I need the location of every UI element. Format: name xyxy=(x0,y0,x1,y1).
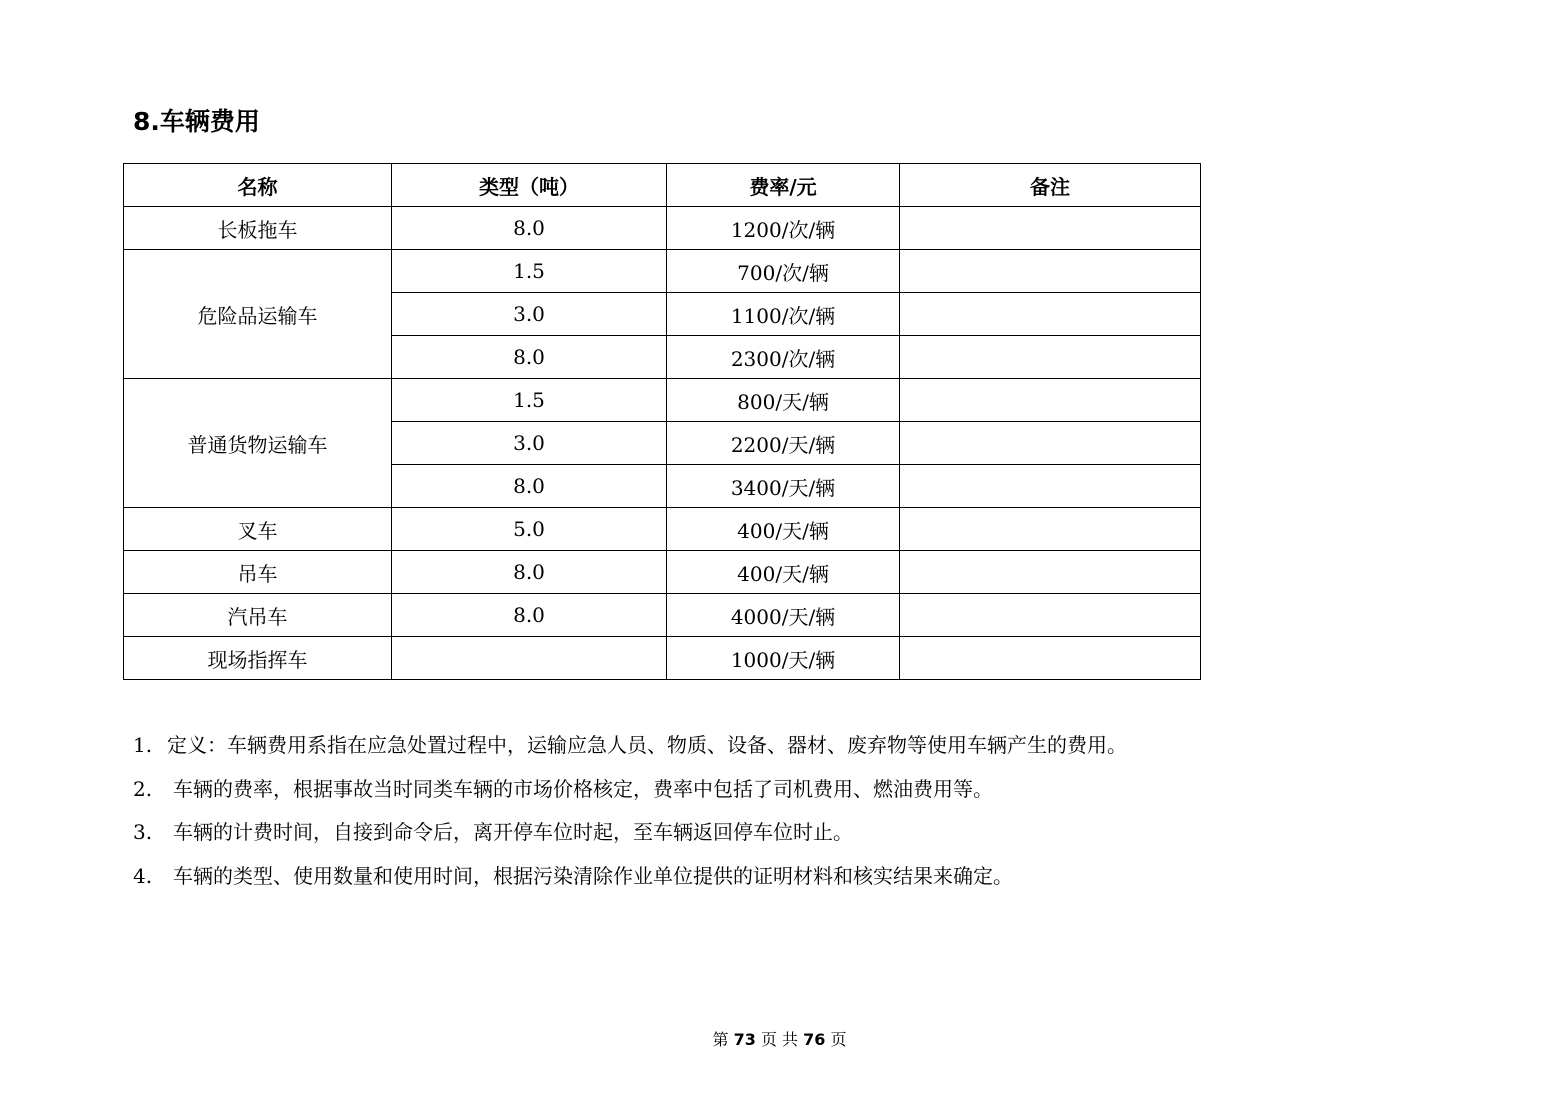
vehicle-rate: 1200/次/辆 xyxy=(667,207,900,250)
vehicle-note xyxy=(900,422,1201,465)
vehicle-note xyxy=(900,250,1201,293)
table-row xyxy=(124,207,1201,250)
vehicle-rate: 2300/次/辆 xyxy=(667,336,900,379)
table-row xyxy=(124,594,1201,637)
vehicle-rate: 400/天/辆 xyxy=(667,508,900,551)
page-footer xyxy=(0,1028,1559,1052)
header-note: 备注 xyxy=(900,164,1201,207)
vehicle-name: 危险品运输车 xyxy=(124,250,392,379)
note-item xyxy=(133,727,1127,771)
vehicle-type: 8.0 xyxy=(392,594,667,637)
vehicle-name: 现场指挥车 xyxy=(124,637,392,680)
vehicle-type: 1.5 xyxy=(392,250,667,293)
vehicle-rate: 700/次/辆 xyxy=(667,250,900,293)
table-row xyxy=(124,379,1201,422)
vehicle-note xyxy=(900,594,1201,637)
note-text: 车辆的类型、使用数量和使用时间，根据污染清除作业单位提供的证明材料和核实结果来确定。 xyxy=(173,863,1013,888)
vehicle-note xyxy=(900,465,1201,508)
table-row xyxy=(124,637,1201,680)
vehicle-type: 8.0 xyxy=(392,336,667,379)
vehicle-name: 叉车 xyxy=(124,508,392,551)
vehicle-rate: 1100/次/辆 xyxy=(667,293,900,336)
note-text: 定义：车辆费用系指在应急处置过程中，运输应急人员、物质、设备、器材、废弃物等使用车辆产生的费用。 xyxy=(167,733,1127,757)
vehicle-note xyxy=(900,379,1201,422)
notes-list xyxy=(133,727,1127,901)
vehicle-note xyxy=(900,207,1201,250)
vehicle-name: 普通货物运输车 xyxy=(124,379,392,508)
footer-suffix: 页 xyxy=(830,1030,847,1049)
note-number: 3. xyxy=(133,820,153,844)
vehicle-rate: 3400/天/辆 xyxy=(667,465,900,508)
footer-middle: 页 共 xyxy=(760,1030,799,1049)
note-text: 车辆的费率，根据事故当时同类车辆的市场价格核定，费率中包括了司机费用、燃油费用等。 xyxy=(173,776,993,801)
vehicle-rate: 4000/天/辆 xyxy=(667,594,900,637)
total-page-number: 76 xyxy=(803,1030,826,1049)
vehicle-name: 汽吊车 xyxy=(124,594,392,637)
vehicle-note xyxy=(900,508,1201,551)
header-type: 类型（吨） xyxy=(392,164,667,207)
header-rate: 费率/元 xyxy=(667,164,900,207)
vehicle-type: 8.0 xyxy=(392,551,667,594)
vehicle-rate: 800/天/辆 xyxy=(667,379,900,422)
note-number: 1. xyxy=(133,733,153,757)
vehicle-note xyxy=(900,637,1201,680)
vehicle-fee-table xyxy=(123,163,1201,680)
note-item xyxy=(133,814,1127,858)
table-header-row xyxy=(124,164,1201,207)
vehicle-type xyxy=(392,637,667,680)
note-item xyxy=(133,858,1127,902)
table-row xyxy=(124,250,1201,293)
current-page-number: 73 xyxy=(733,1030,756,1049)
table-row xyxy=(124,551,1201,594)
note-number: 2. xyxy=(133,776,153,801)
vehicle-name: 吊车 xyxy=(124,551,392,594)
vehicle-note xyxy=(900,336,1201,379)
section-title: 8.车辆费用 xyxy=(133,107,260,136)
header-name: 名称 xyxy=(124,164,392,207)
vehicle-note xyxy=(900,551,1201,594)
vehicle-type: 5.0 xyxy=(392,508,667,551)
table-row xyxy=(124,508,1201,551)
vehicle-type: 3.0 xyxy=(392,293,667,336)
vehicle-note xyxy=(900,293,1201,336)
vehicle-type: 8.0 xyxy=(392,207,667,250)
note-item xyxy=(133,771,1127,815)
vehicle-name: 长板拖车 xyxy=(124,207,392,250)
note-number: 4. xyxy=(133,863,153,888)
note-text: 车辆的计费时间，自接到命令后，离开停车位时起，至车辆返回停车位时止。 xyxy=(173,820,853,844)
vehicle-type: 3.0 xyxy=(392,422,667,465)
footer-prefix: 第 xyxy=(712,1030,729,1049)
vehicle-type: 1.5 xyxy=(392,379,667,422)
vehicle-type: 8.0 xyxy=(392,465,667,508)
vehicle-rate: 1000/天/辆 xyxy=(667,637,900,680)
vehicle-rate: 400/天/辆 xyxy=(667,551,900,594)
vehicle-rate: 2200/天/辆 xyxy=(667,422,900,465)
